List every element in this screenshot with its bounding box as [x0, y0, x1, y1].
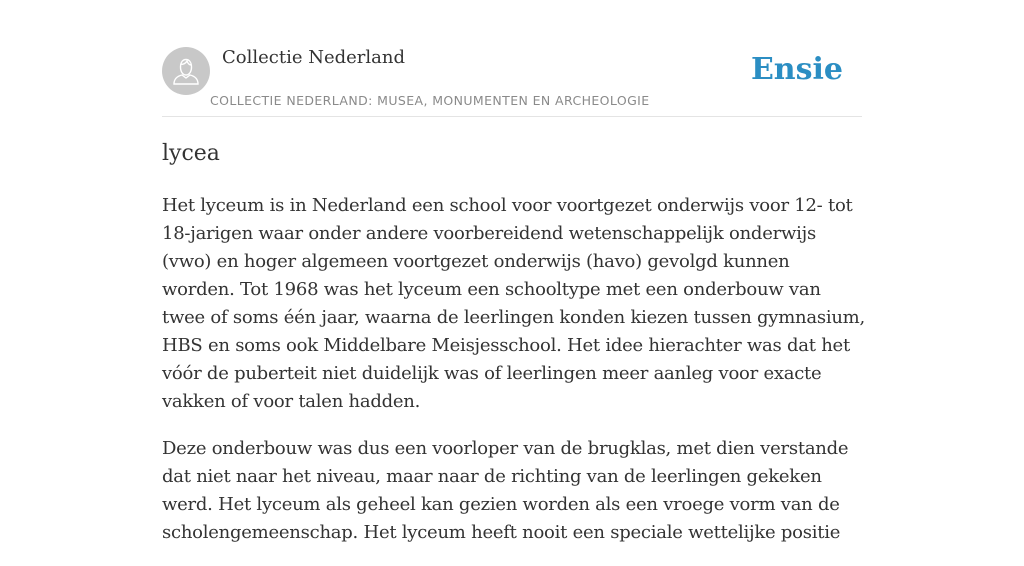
page-title: lycea	[162, 141, 220, 166]
article-body	[162, 192, 866, 566]
ensie-logo[interactable]: Ensie	[750, 52, 843, 87]
collection-subtitle[interactable]: COLLECTIE NEDERLAND: MUSEA, MONUMENTEN EN ARCHEOLOGIE	[210, 93, 650, 108]
author-name[interactable]: Collectie Nederland	[222, 47, 406, 68]
author-avatar[interactable]	[162, 47, 210, 95]
page-header	[162, 46, 862, 117]
article-paragraph: Deze onderbouw was dus een voorloper van de brugklas, met dien verstande dat niet naar het niveau, maar naar de richting van de leerlingen gekeken werd. Het lyceum als geheel kan gezien worden als een vroege vorm van de scholengemeenschap. Het lyceum heeft nooit een speciale wettelijke positie	[162, 438, 849, 543]
user-silhouette-icon	[162, 47, 210, 95]
article-paragraph: Het lyceum is in Nederland een school voor voortgezet onderwijs voor 12- tot 18-jarigen waar onder andere voorbereidend wetenschappelijk onderwijs (vwo) en hoger algemeen voortgezet onderwijs (havo) gevolgd kunnen worden. Tot 1968 was het lyceum een schooltype met een onderbouw van twee of soms één jaar, waarna de leerlingen konden kiezen tussen gymnasium, HBS en soms ook Middelbare Meisjesschool. Het idee hierachter was dat het vóór de puberteit niet duidelijk was of leerlingen meer aanleg voor exacte vakken of voor talen hadden.	[162, 195, 865, 412]
